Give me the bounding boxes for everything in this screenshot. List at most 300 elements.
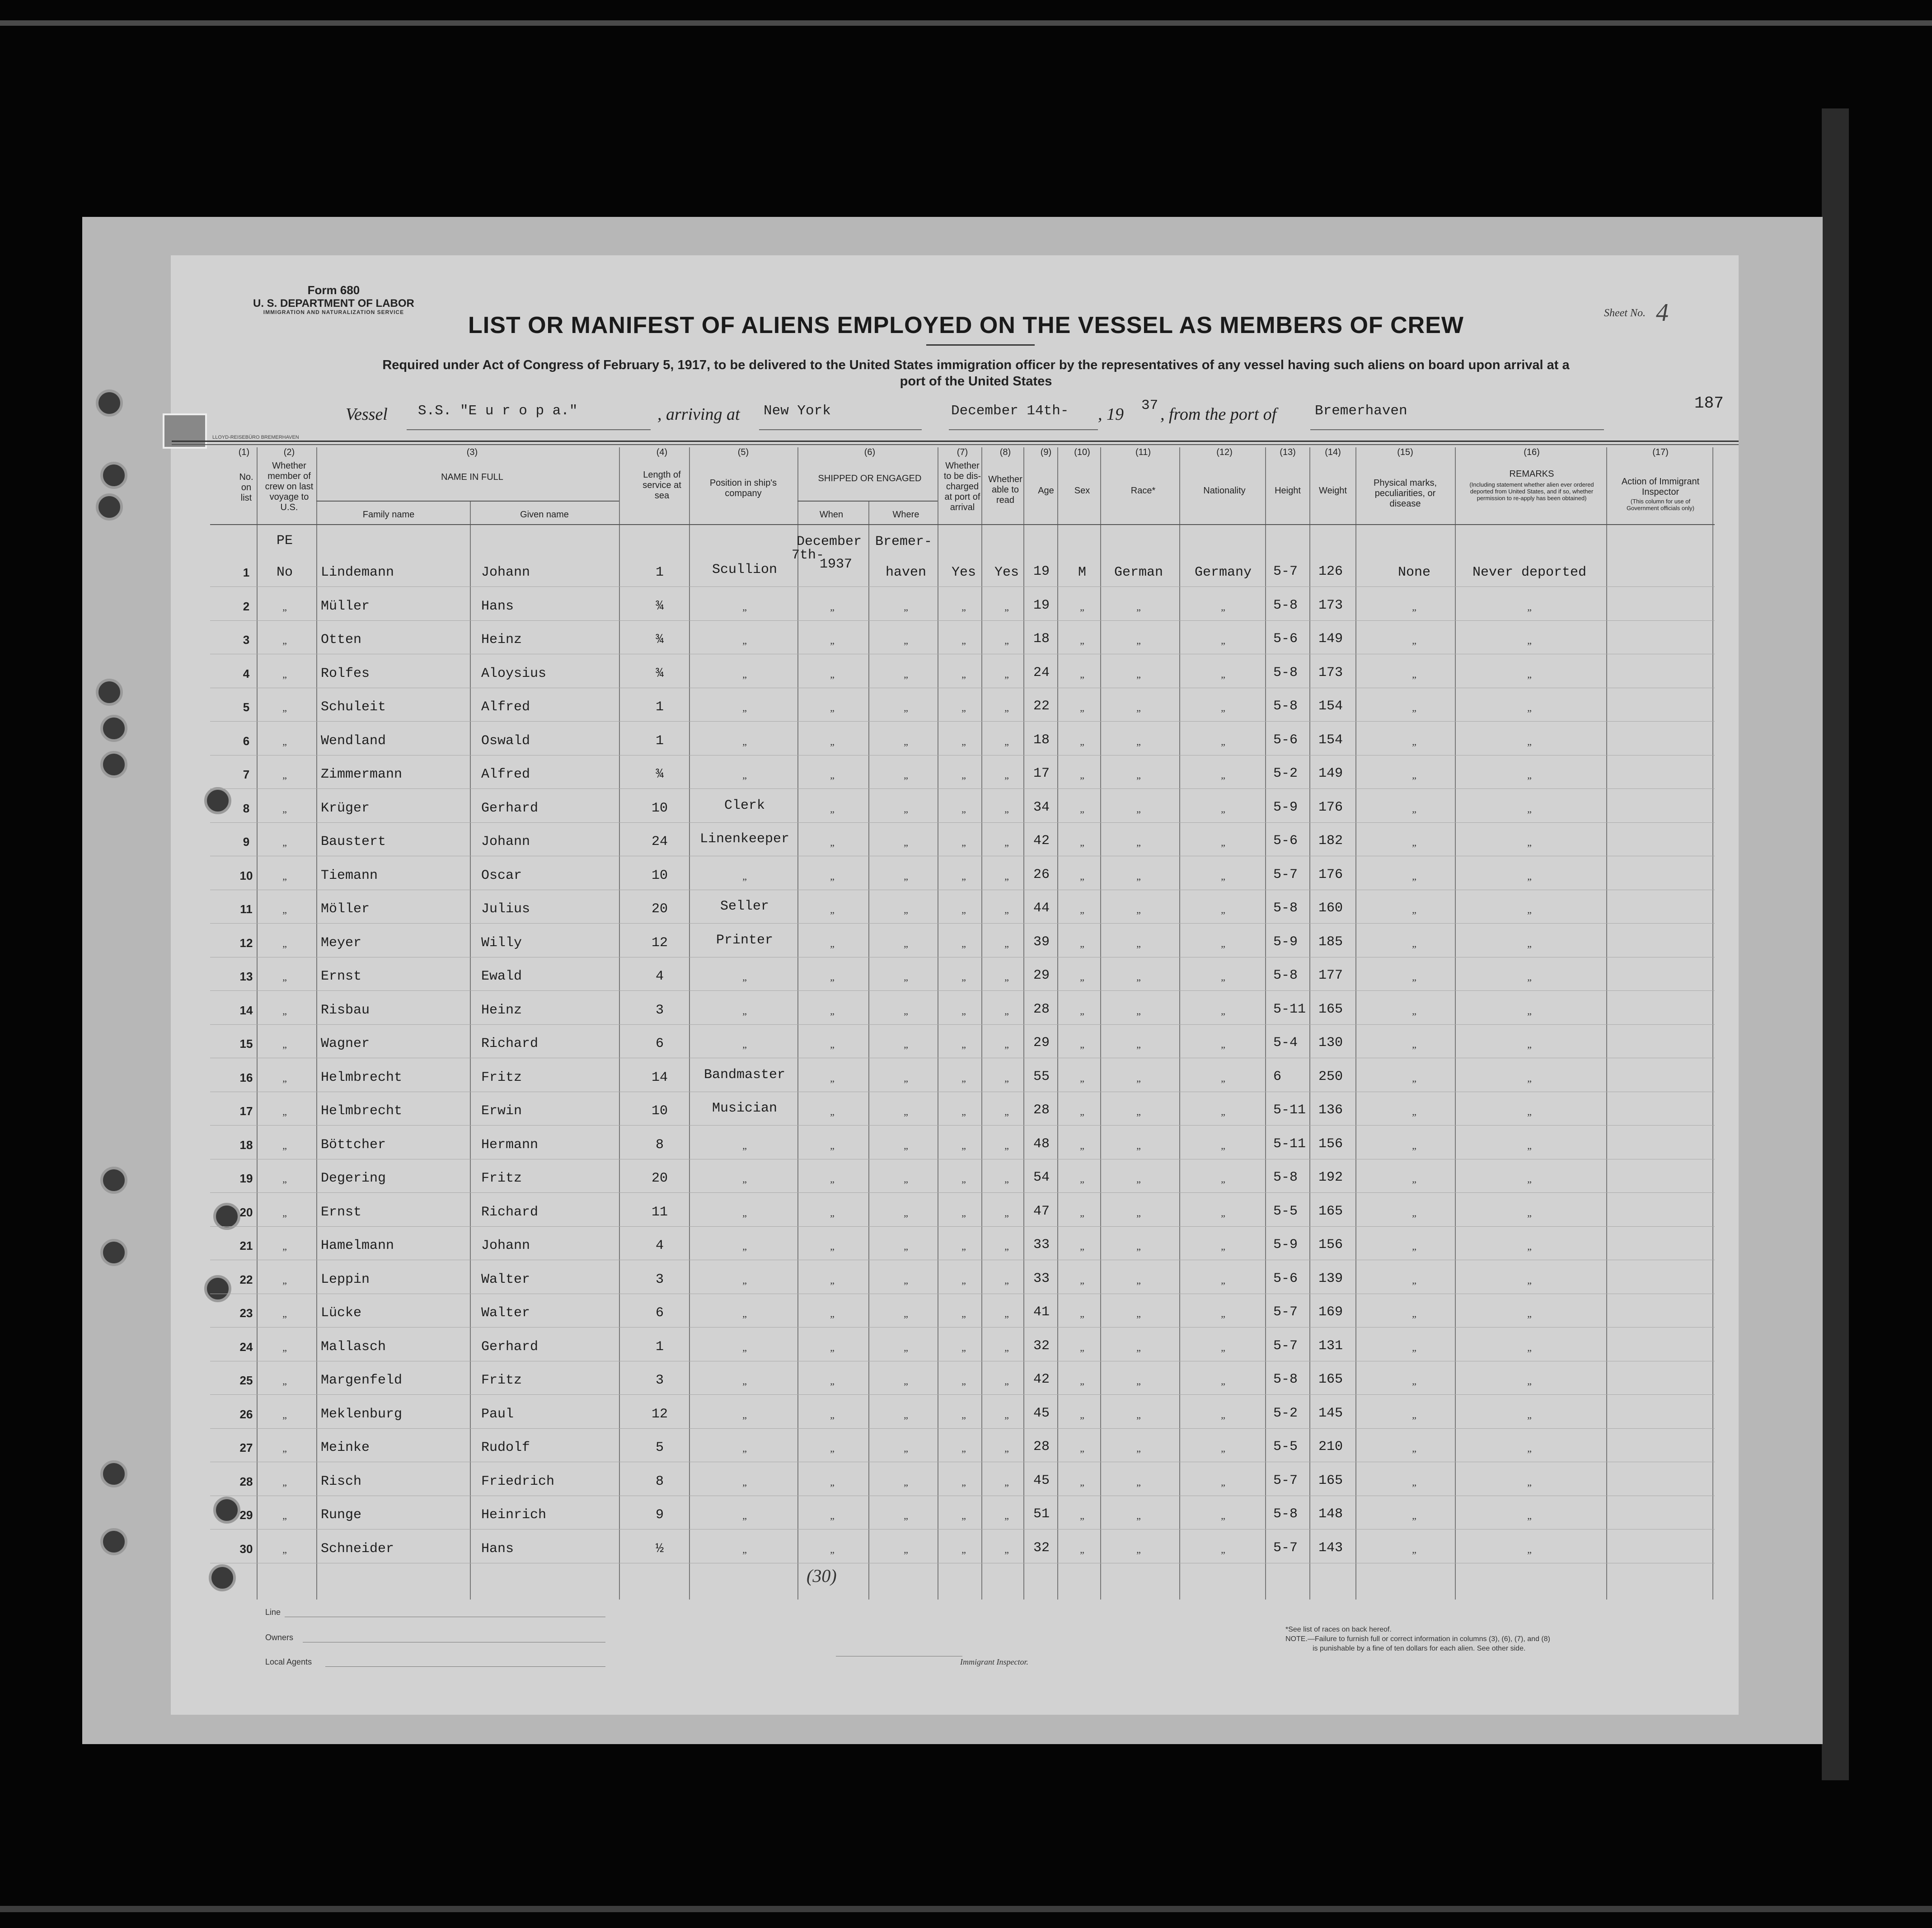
remarks-cell: „ xyxy=(1527,904,1532,915)
discharged-cell: „ xyxy=(961,1409,966,1421)
position-cell: „ xyxy=(742,1409,747,1421)
when-cell: „ xyxy=(830,1173,835,1185)
age-cell: 29 xyxy=(1033,1035,1050,1051)
remarks-cell: „ xyxy=(1527,1510,1532,1521)
prev-voyage-cell: „ xyxy=(282,736,287,747)
given-name-cell: Heinz xyxy=(481,632,522,647)
when-cell: „ xyxy=(830,1241,835,1252)
given-name-cell: Walter xyxy=(481,1305,530,1321)
position-cell: Clerk xyxy=(724,798,765,813)
position-cell: „ xyxy=(742,601,747,613)
binder-hole xyxy=(209,1564,236,1591)
remarks-cell: „ xyxy=(1527,1375,1532,1387)
row-rule xyxy=(210,923,1715,924)
age-cell: 18 xyxy=(1033,631,1050,647)
discharged-cell: „ xyxy=(961,1140,966,1151)
position-cell: „ xyxy=(742,971,747,983)
able-read-cell: „ xyxy=(1004,1375,1009,1387)
nationality-cell: „ xyxy=(1221,1173,1225,1185)
given-name-cell: Julius xyxy=(481,901,530,917)
height-cell: 5-6 xyxy=(1273,631,1298,647)
physical-cell: „ xyxy=(1412,1073,1416,1084)
race-cell: „ xyxy=(1136,938,1141,949)
nationality-cell: „ xyxy=(1221,837,1225,848)
when-cell: „ xyxy=(830,635,835,646)
prev-voyage-cell: „ xyxy=(282,871,287,882)
family-name-cell: Wagner xyxy=(321,1036,370,1051)
binder-hole xyxy=(100,1239,127,1266)
footer-owners-label: Owners xyxy=(265,1633,294,1642)
family-name-cell: Meyer xyxy=(321,935,362,951)
where-cell: „ xyxy=(904,1477,908,1488)
remarks-cell: „ xyxy=(1527,669,1532,680)
given-name-cell: Oswald xyxy=(481,733,530,749)
sex-cell: „ xyxy=(1080,702,1084,713)
given-name-cell: Richard xyxy=(481,1205,539,1220)
given-name-cell: Ewald xyxy=(481,969,522,984)
family-name-cell: Schuleit xyxy=(321,699,386,715)
given-name-cell: Fritz xyxy=(481,1373,522,1388)
prev-voyage-cell: „ xyxy=(282,1106,287,1117)
remarks-cell: „ xyxy=(1527,601,1532,613)
hdr-prev-voyage: Whether member of crew on last voyage to U.S. xyxy=(265,461,314,512)
height-cell: 5-11 xyxy=(1273,1002,1306,1017)
where-cell: „ xyxy=(904,1510,908,1521)
nationality-cell: „ xyxy=(1221,1005,1225,1017)
able-read-cell: „ xyxy=(1004,1443,1009,1454)
age-cell: 19 xyxy=(1033,564,1050,579)
prev-voyage-cell: „ xyxy=(282,803,287,815)
nationality-cell: „ xyxy=(1221,1510,1225,1521)
row-number: 23 xyxy=(239,1306,253,1320)
table-top-rule-2 xyxy=(172,444,1739,445)
row-number: 29 xyxy=(239,1508,253,1522)
family-name-cell: Helmbrecht xyxy=(321,1103,403,1119)
vessel-line xyxy=(407,429,651,430)
when-line-3: 1937 xyxy=(819,557,853,572)
physical-cell: „ xyxy=(1412,938,1416,949)
discharged-cell: „ xyxy=(961,938,966,949)
nationality-cell: „ xyxy=(1221,1140,1225,1151)
where-cell: „ xyxy=(904,601,908,613)
race-cell: „ xyxy=(1136,1039,1141,1050)
service-cell: 11 xyxy=(651,1205,668,1220)
physical-cell: None xyxy=(1397,565,1431,580)
when-cell: „ xyxy=(830,702,835,713)
age-cell: 29 xyxy=(1033,968,1050,983)
race-cell: „ xyxy=(1136,1510,1141,1521)
position-cell: Scullion xyxy=(712,562,778,577)
family-name-cell: Otten xyxy=(321,632,362,647)
sex-cell: „ xyxy=(1080,1375,1084,1387)
row-number: 30 xyxy=(239,1542,253,1556)
col-number: (9) xyxy=(1040,447,1052,457)
physical-cell: „ xyxy=(1412,971,1416,983)
row-number: 20 xyxy=(239,1206,253,1219)
physical-cell: „ xyxy=(1412,904,1416,915)
discharged-cell: „ xyxy=(961,702,966,713)
service-cell: ¾ xyxy=(655,599,664,614)
physical-cell: „ xyxy=(1412,669,1416,680)
row-number: 25 xyxy=(239,1374,253,1387)
nationality-cell: „ xyxy=(1221,736,1225,747)
binder-hole xyxy=(96,389,123,417)
where-cell: „ xyxy=(904,837,908,848)
weight-cell: 160 xyxy=(1318,901,1343,916)
able-read-cell: „ xyxy=(1004,1140,1009,1151)
height-cell: 5-8 xyxy=(1273,665,1298,680)
weight-cell: 154 xyxy=(1318,699,1343,714)
nationality-cell: „ xyxy=(1221,1241,1225,1252)
height-cell: 5-8 xyxy=(1273,1372,1298,1387)
remarks-cell: „ xyxy=(1527,803,1532,815)
hdr-remarks: REMARKS xyxy=(1509,469,1554,479)
physical-cell: „ xyxy=(1412,769,1416,781)
prev-voyage-cell: „ xyxy=(282,1140,287,1151)
discharged-cell: „ xyxy=(961,904,966,915)
family-name-cell: Hamelmann xyxy=(321,1238,394,1253)
weight-cell: 165 xyxy=(1318,1002,1343,1017)
prev-voyage-cell: „ xyxy=(282,1544,287,1555)
family-name-cell: Meklenburg xyxy=(321,1407,403,1422)
service-cell: 1 xyxy=(655,733,664,749)
row-rule xyxy=(210,822,1715,823)
col-number: (14) xyxy=(1325,447,1341,457)
prev-voyage-cell: „ xyxy=(282,702,287,713)
family-name-cell: Möller xyxy=(321,901,370,917)
race-cell: „ xyxy=(1136,1544,1141,1555)
age-cell: 54 xyxy=(1033,1170,1050,1185)
hdr-age: Age xyxy=(1038,486,1054,496)
where-cell: „ xyxy=(904,803,908,815)
sex-cell: „ xyxy=(1080,1207,1084,1219)
weight-cell: 131 xyxy=(1318,1338,1343,1354)
where-cell: „ xyxy=(904,1308,908,1319)
weight-cell: 156 xyxy=(1318,1237,1343,1252)
weight-cell: 130 xyxy=(1318,1035,1343,1051)
nationality-cell: „ xyxy=(1221,1477,1225,1488)
service-cell: 3 xyxy=(655,1003,664,1018)
given-name-cell: Johann xyxy=(481,834,530,849)
when-cell: „ xyxy=(830,1275,835,1286)
nationality-cell: „ xyxy=(1221,769,1225,781)
col-number: (6) xyxy=(864,447,876,457)
race-cell: „ xyxy=(1136,871,1141,882)
prev-voyage-cell: „ xyxy=(282,1409,287,1421)
row-rule xyxy=(210,1226,1715,1227)
family-name-cell: Rolfes xyxy=(321,666,370,681)
remarks-cell: „ xyxy=(1527,1443,1532,1454)
height-cell: 5-9 xyxy=(1273,800,1298,815)
prev-voyage-cell: „ xyxy=(282,1510,287,1521)
position-cell: „ xyxy=(742,1005,747,1017)
where-cell: „ xyxy=(904,1342,908,1353)
service-cell: 1 xyxy=(655,1339,664,1355)
given-name-cell: Hans xyxy=(481,599,514,614)
age-cell: 45 xyxy=(1033,1406,1050,1421)
weight-cell: 182 xyxy=(1318,833,1343,849)
height-cell: 5-8 xyxy=(1273,901,1298,916)
remarks-cell: „ xyxy=(1527,837,1532,848)
col-number: (11) xyxy=(1135,447,1151,457)
col-number: (2) xyxy=(283,447,295,457)
header-bottom-rule xyxy=(210,524,1715,525)
age-cell: 17 xyxy=(1033,766,1050,781)
remarks-cell: „ xyxy=(1527,1275,1532,1286)
position-cell: „ xyxy=(742,1241,747,1252)
family-name-cell: Wendland xyxy=(321,733,386,749)
sex-cell: „ xyxy=(1080,1173,1084,1185)
remarks-cell: „ xyxy=(1527,938,1532,949)
family-name-cell: Ernst xyxy=(321,969,362,984)
family-name-cell: Mallasch xyxy=(321,1339,386,1355)
family-name-cell: Risbau xyxy=(321,1003,370,1018)
col-number: (5) xyxy=(737,447,749,457)
service-cell: 20 xyxy=(651,1171,668,1186)
age-cell: 42 xyxy=(1033,833,1050,849)
prev-voyage-cell: „ xyxy=(282,1443,287,1454)
physical-cell: „ xyxy=(1412,1544,1416,1555)
position-cell: „ xyxy=(742,1443,747,1454)
weight-cell: 250 xyxy=(1318,1069,1343,1084)
hdr-action-note: (This column for use of Government officials only) xyxy=(1626,498,1695,511)
row-rule xyxy=(210,990,1715,991)
position-cell: „ xyxy=(742,1544,747,1555)
family-name-cell: Meinke xyxy=(321,1440,370,1455)
binder-hole xyxy=(100,1167,127,1194)
given-name-cell: Oscar xyxy=(481,868,522,883)
physical-cell: „ xyxy=(1412,1308,1416,1319)
discharged-cell: „ xyxy=(961,669,966,680)
able-read-cell: „ xyxy=(1004,1005,1009,1017)
age-cell: 32 xyxy=(1033,1338,1050,1354)
given-name-cell: Willy xyxy=(481,935,522,951)
row-number: 19 xyxy=(239,1172,253,1185)
able-read-cell: „ xyxy=(1004,904,1009,915)
physical-cell: „ xyxy=(1412,736,1416,747)
row-rule xyxy=(210,620,1715,621)
race-cell: „ xyxy=(1136,736,1141,747)
remarks-cell: „ xyxy=(1527,871,1532,882)
hdr-family-name: Family name xyxy=(362,510,415,520)
height-cell: 5-7 xyxy=(1273,1304,1298,1320)
given-name-cell: Erwin xyxy=(481,1103,522,1119)
family-name-cell: Krüger xyxy=(321,801,370,816)
age-cell: 33 xyxy=(1033,1237,1050,1252)
service-cell: 3 xyxy=(655,1373,664,1388)
discharged-cell: „ xyxy=(961,736,966,747)
subtitle xyxy=(312,357,1640,390)
when-cell: „ xyxy=(830,1140,835,1151)
discharged-cell: „ xyxy=(961,871,966,882)
service-cell: 8 xyxy=(655,1474,664,1489)
weight-cell: 145 xyxy=(1318,1406,1343,1421)
binder-hole xyxy=(100,1528,127,1555)
family-name-cell: Helmbrecht xyxy=(321,1070,403,1085)
weight-cell: 126 xyxy=(1318,564,1343,579)
prev-voyage-cell: „ xyxy=(282,1073,287,1084)
able-read-cell: „ xyxy=(1004,1173,1009,1185)
able-read-cell: „ xyxy=(1004,1106,1009,1117)
sex-cell: „ xyxy=(1080,1005,1084,1017)
row-number: 27 xyxy=(239,1441,253,1454)
discharged-cell: „ xyxy=(961,1005,966,1017)
remarks-cell: „ xyxy=(1527,1140,1532,1151)
nationality-cell: „ xyxy=(1221,1308,1225,1319)
able-read-cell: „ xyxy=(1004,1073,1009,1084)
hdr-discharged: Whether to be dis-charged at port of arrival xyxy=(943,461,981,512)
sheet-label: Sheet No. xyxy=(1604,307,1646,319)
row-number: 10 xyxy=(239,869,253,882)
sex-cell: „ xyxy=(1080,1140,1084,1151)
service-cell: ½ xyxy=(655,1541,664,1557)
prev-voyage-cell: „ xyxy=(282,938,287,949)
service-cell: ¾ xyxy=(655,767,664,782)
position-cell: „ xyxy=(742,1275,747,1286)
position-cell: „ xyxy=(742,635,747,646)
position-cell: „ xyxy=(742,1308,747,1319)
family-name-cell: Baustert xyxy=(321,834,386,849)
height-cell: 5-7 xyxy=(1273,1540,1298,1556)
given-name-cell: Fritz xyxy=(481,1171,522,1186)
page-title: LIST OR MANIFEST OF ALIENS EMPLOYED ON THE VESSEL AS MEMBERS OF CREW xyxy=(468,312,1464,338)
binder-hole xyxy=(204,787,231,814)
discharged-cell: „ xyxy=(961,1073,966,1084)
sex-cell: „ xyxy=(1080,904,1084,915)
binder-hole xyxy=(213,1203,240,1230)
when-cell: „ xyxy=(830,601,835,613)
race-cell: „ xyxy=(1136,635,1141,646)
where-cell: „ xyxy=(904,635,908,646)
family-name-cell: Runge xyxy=(321,1507,362,1523)
row-number: 8 xyxy=(243,802,250,815)
age-cell: 45 xyxy=(1033,1473,1050,1488)
able-read-cell: „ xyxy=(1004,1342,1009,1353)
where-line-1: Bremer- xyxy=(875,534,933,549)
weight-cell: 165 xyxy=(1318,1204,1343,1219)
prev-voyage-cell: „ xyxy=(282,1375,287,1387)
remarks-cell: „ xyxy=(1527,1544,1532,1555)
weight-cell: 154 xyxy=(1318,732,1343,748)
position-cell: „ xyxy=(742,669,747,680)
physical-cell: „ xyxy=(1412,635,1416,646)
able-read-cell: „ xyxy=(1004,803,1009,815)
position-cell: „ xyxy=(742,1207,747,1219)
age-cell: 19 xyxy=(1033,598,1050,613)
where-cell: „ xyxy=(904,669,908,680)
height-cell: 5-2 xyxy=(1273,766,1298,781)
row-number: 24 xyxy=(239,1340,253,1354)
col-number: (1) xyxy=(238,447,250,457)
service-cell: 24 xyxy=(651,834,668,849)
hdr-length-service: Length of service at sea xyxy=(642,470,681,501)
nationality-cell: „ xyxy=(1221,938,1225,949)
department: U. S. DEPARTMENT OF LABOR xyxy=(253,297,414,310)
remarks-cell: „ xyxy=(1527,1477,1532,1488)
family-name-cell: Zimmermann xyxy=(321,767,403,782)
physical-cell: „ xyxy=(1412,702,1416,713)
where-cell: „ xyxy=(904,1106,908,1117)
race-cell: „ xyxy=(1136,769,1141,781)
sex-cell: „ xyxy=(1080,1241,1084,1252)
discharged-cell: „ xyxy=(961,1342,966,1353)
remarks-cell: „ xyxy=(1527,1173,1532,1185)
departure-port: Bremerhaven xyxy=(1315,403,1407,419)
position-cell: Seller xyxy=(720,899,769,914)
service: IMMIGRATION AND NATURALIZATION SERVICE xyxy=(263,309,404,316)
sex-cell: „ xyxy=(1080,1510,1084,1521)
prev-voyage-cell: „ xyxy=(282,1477,287,1488)
physical-cell: „ xyxy=(1412,1342,1416,1353)
sex-cell: M xyxy=(1078,565,1087,580)
discharged-cell: „ xyxy=(961,1443,966,1454)
remarks-cell: „ xyxy=(1527,736,1532,747)
row-number: 17 xyxy=(239,1104,253,1118)
nationality-cell: „ xyxy=(1221,971,1225,983)
family-name-cell: Müller xyxy=(321,599,370,614)
height-cell: 5-8 xyxy=(1273,968,1298,983)
arrival-port: New York xyxy=(764,403,831,419)
when-cell: „ xyxy=(830,971,835,983)
sex-cell: „ xyxy=(1080,669,1084,680)
weight-cell: 210 xyxy=(1318,1439,1343,1454)
row-number: 15 xyxy=(239,1037,253,1051)
physical-cell: „ xyxy=(1412,1005,1416,1017)
height-cell: 5-7 xyxy=(1273,867,1298,882)
height-cell: 5-6 xyxy=(1273,1271,1298,1286)
prev-voyage-cell: „ xyxy=(282,669,287,680)
nationality-cell: „ xyxy=(1221,904,1225,915)
where-cell: „ xyxy=(904,1207,908,1219)
when-cell: „ xyxy=(830,1207,835,1219)
table-top-rule xyxy=(172,441,1739,442)
able-read-cell: „ xyxy=(1004,938,1009,949)
position-cell: „ xyxy=(742,1140,747,1151)
subtitle-line-1: Required under Act of Congress of February 5, 1917, to be delivered to the United States immigration officer by the representatives of any vessel having such aliens on board upon arrival at a xyxy=(382,358,1570,372)
when-line-1: December xyxy=(796,534,862,549)
race-cell: „ xyxy=(1136,702,1141,713)
able-read-cell: „ xyxy=(1004,1275,1009,1286)
col-rule xyxy=(470,502,471,1600)
physical-cell: „ xyxy=(1412,837,1416,848)
given-name-cell: Hermann xyxy=(481,1137,539,1153)
service-cell: 6 xyxy=(655,1036,664,1051)
race-cell: „ xyxy=(1136,1477,1141,1488)
row-number: 12 xyxy=(239,936,253,950)
where-cell: „ xyxy=(904,971,908,983)
service-cell: 4 xyxy=(655,969,664,984)
physical-cell: „ xyxy=(1412,1409,1416,1421)
given-name-cell: Hans xyxy=(481,1541,514,1557)
height-cell: 5-7 xyxy=(1273,1473,1298,1488)
race-cell: „ xyxy=(1136,837,1141,848)
given-name-cell: Richard xyxy=(481,1036,539,1051)
prev-voyage-cell: „ xyxy=(282,971,287,983)
able-read-cell: „ xyxy=(1004,1207,1009,1219)
row-rule xyxy=(210,586,1715,587)
race-cell: „ xyxy=(1136,1140,1141,1151)
where-cell: „ xyxy=(904,904,908,915)
remarks-cell: „ xyxy=(1527,1207,1532,1219)
nationality-cell: „ xyxy=(1221,702,1225,713)
able-read-cell: „ xyxy=(1004,702,1009,713)
prev-voyage-cell: „ xyxy=(282,1207,287,1219)
row-number: 4 xyxy=(243,667,250,680)
nationality-cell: „ xyxy=(1221,1207,1225,1219)
position-cell: Printer xyxy=(716,933,774,948)
given-name-cell: Fritz xyxy=(481,1070,522,1085)
sex-cell: „ xyxy=(1080,769,1084,781)
